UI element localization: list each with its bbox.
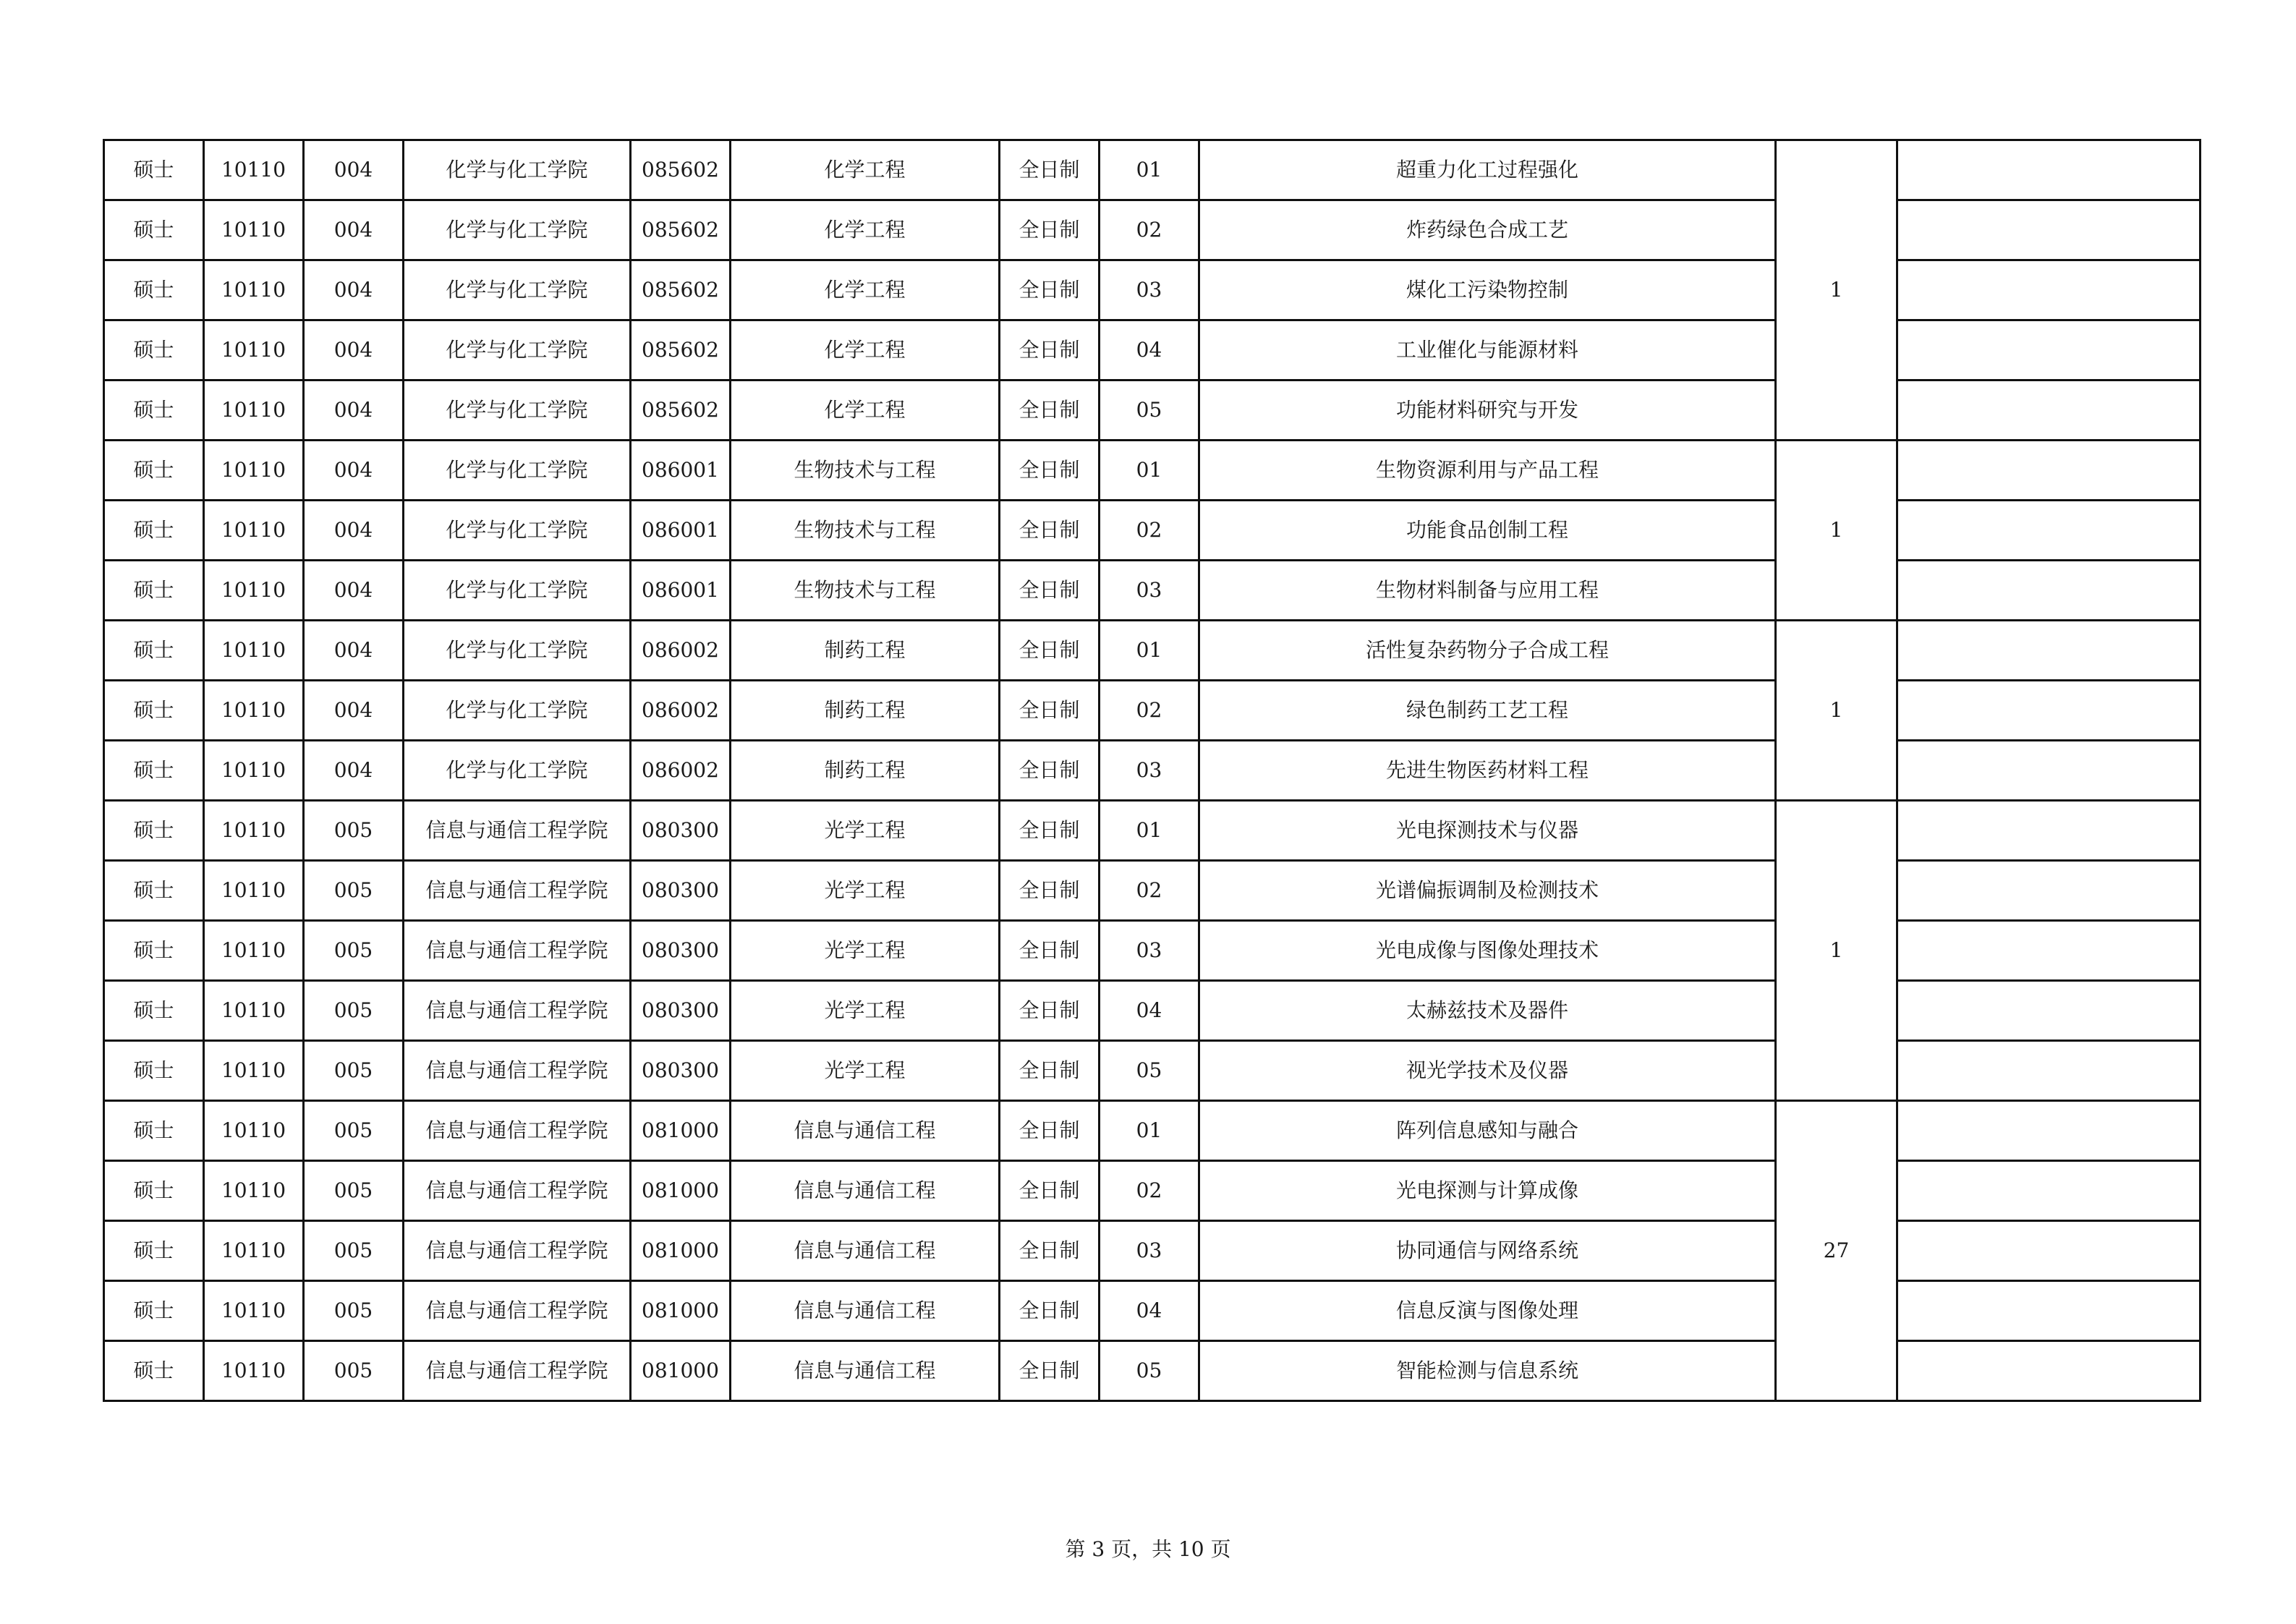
direction-code-cell: 04 — [1100, 320, 1199, 381]
remarks-cell — [1897, 1041, 2201, 1101]
remarks-cell — [1897, 921, 2201, 981]
table-row — [104, 441, 2201, 501]
table-row — [104, 1101, 2201, 1161]
major-code-cell: 085602 — [631, 320, 731, 381]
college-code-cell: 005 — [304, 861, 404, 921]
remarks-cell — [1897, 320, 2201, 381]
major-code-cell: 086002 — [631, 621, 731, 681]
school-code-cell: 10110 — [204, 1221, 304, 1281]
research-direction-cell: 炸药绿色合成工艺 — [1199, 200, 1776, 260]
school-code-cell: 10110 — [204, 1041, 304, 1101]
research-direction-cell: 活性复杂药物分子合成工程 — [1199, 621, 1776, 681]
enrollment-table — [103, 139, 2201, 1402]
college-code-cell: 005 — [304, 1281, 404, 1341]
degree-cell: 硕士 — [104, 861, 204, 921]
degree-cell: 硕士 — [104, 501, 204, 561]
college-name-cell: 信息与通信工程学院 — [404, 1041, 631, 1101]
enrollment-count-cell: 1 — [1776, 621, 1897, 801]
research-direction-cell: 生物材料制备与应用工程 — [1199, 561, 1776, 621]
degree-cell: 硕士 — [104, 381, 204, 441]
research-direction-cell: 视光学技术及仪器 — [1199, 1041, 1776, 1101]
college-name-cell: 化学与化工学院 — [404, 501, 631, 561]
direction-code-cell: 03 — [1100, 741, 1199, 801]
direction-code-cell: 03 — [1100, 260, 1199, 320]
school-code-cell: 10110 — [204, 741, 304, 801]
major-code-cell: 086001 — [631, 501, 731, 561]
research-direction-cell: 先进生物医药材料工程 — [1199, 741, 1776, 801]
college-code-cell: 005 — [304, 981, 404, 1041]
major-code-cell: 080300 — [631, 981, 731, 1041]
remarks-cell — [1897, 801, 2201, 861]
table-row — [104, 140, 2201, 200]
major-name-cell: 生物技术与工程 — [731, 441, 1000, 501]
study-mode-cell: 全日制 — [1000, 140, 1100, 200]
direction-code-cell: 01 — [1100, 801, 1199, 861]
remarks-cell — [1897, 441, 2201, 501]
school-code-cell: 10110 — [204, 1281, 304, 1341]
degree-cell: 硕士 — [104, 921, 204, 981]
direction-code-cell: 05 — [1100, 1041, 1199, 1101]
degree-cell: 硕士 — [104, 1221, 204, 1281]
direction-code-cell: 04 — [1100, 1281, 1199, 1341]
major-name-cell: 化学工程 — [731, 140, 1000, 200]
remarks-cell — [1897, 1341, 2201, 1401]
college-name-cell: 信息与通信工程学院 — [404, 1341, 631, 1401]
study-mode-cell: 全日制 — [1000, 1281, 1100, 1341]
enrollment-count-cell: 1 — [1776, 801, 1897, 1101]
major-code-cell: 085602 — [631, 381, 731, 441]
college-code-cell: 005 — [304, 1101, 404, 1161]
remarks-cell — [1897, 1161, 2201, 1221]
college-code-cell: 004 — [304, 681, 404, 741]
school-code-cell: 10110 — [204, 140, 304, 200]
school-code-cell: 10110 — [204, 1101, 304, 1161]
study-mode-cell: 全日制 — [1000, 981, 1100, 1041]
college-name-cell: 化学与化工学院 — [404, 140, 631, 200]
direction-code-cell: 01 — [1100, 140, 1199, 200]
degree-cell: 硕士 — [104, 441, 204, 501]
major-name-cell: 制药工程 — [731, 621, 1000, 681]
research-direction-cell: 光谱偏振调制及检测技术 — [1199, 861, 1776, 921]
major-code-cell: 081000 — [631, 1341, 731, 1401]
degree-cell: 硕士 — [104, 621, 204, 681]
college-name-cell: 化学与化工学院 — [404, 561, 631, 621]
major-code-cell: 085602 — [631, 140, 731, 200]
major-code-cell: 086002 — [631, 681, 731, 741]
major-code-cell: 086001 — [631, 561, 731, 621]
major-code-cell: 081000 — [631, 1161, 731, 1221]
college-code-cell: 004 — [304, 561, 404, 621]
study-mode-cell: 全日制 — [1000, 1221, 1100, 1281]
remarks-cell — [1897, 981, 2201, 1041]
remarks-cell — [1897, 741, 2201, 801]
direction-code-cell: 03 — [1100, 921, 1199, 981]
major-name-cell: 制药工程 — [731, 681, 1000, 741]
study-mode-cell: 全日制 — [1000, 381, 1100, 441]
college-code-cell: 004 — [304, 320, 404, 381]
college-code-cell: 005 — [304, 1341, 404, 1401]
college-code-cell: 005 — [304, 1161, 404, 1221]
college-name-cell: 化学与化工学院 — [404, 320, 631, 381]
major-name-cell: 信息与通信工程 — [731, 1221, 1000, 1281]
degree-cell: 硕士 — [104, 260, 204, 320]
study-mode-cell: 全日制 — [1000, 1101, 1100, 1161]
major-name-cell: 信息与通信工程 — [731, 1341, 1000, 1401]
degree-cell: 硕士 — [104, 681, 204, 741]
college-name-cell: 信息与通信工程学院 — [404, 1221, 631, 1281]
school-code-cell: 10110 — [204, 921, 304, 981]
school-code-cell: 10110 — [204, 1341, 304, 1401]
major-code-cell: 081000 — [631, 1281, 731, 1341]
major-name-cell: 化学工程 — [731, 320, 1000, 381]
major-name-cell: 光学工程 — [731, 861, 1000, 921]
remarks-cell — [1897, 621, 2201, 681]
major-name-cell: 化学工程 — [731, 381, 1000, 441]
remarks-cell — [1897, 381, 2201, 441]
study-mode-cell: 全日制 — [1000, 921, 1100, 981]
table-body — [104, 140, 2201, 1401]
degree-cell: 硕士 — [104, 981, 204, 1041]
remarks-cell — [1897, 140, 2201, 200]
research-direction-cell: 功能食品创制工程 — [1199, 501, 1776, 561]
study-mode-cell: 全日制 — [1000, 441, 1100, 501]
research-direction-cell: 智能检测与信息系统 — [1199, 1341, 1776, 1401]
study-mode-cell: 全日制 — [1000, 1161, 1100, 1221]
major-code-cell: 086001 — [631, 441, 731, 501]
school-code-cell: 10110 — [204, 320, 304, 381]
research-direction-cell: 煤化工污染物控制 — [1199, 260, 1776, 320]
degree-cell: 硕士 — [104, 561, 204, 621]
enrollment-count-cell: 27 — [1776, 1101, 1897, 1401]
college-name-cell: 信息与通信工程学院 — [404, 861, 631, 921]
degree-cell: 硕士 — [104, 200, 204, 260]
remarks-cell — [1897, 1281, 2201, 1341]
college-name-cell: 信息与通信工程学院 — [404, 1281, 631, 1341]
major-name-cell: 光学工程 — [731, 801, 1000, 861]
college-code-cell: 004 — [304, 381, 404, 441]
study-mode-cell: 全日制 — [1000, 260, 1100, 320]
major-code-cell: 081000 — [631, 1101, 731, 1161]
degree-cell: 硕士 — [104, 1041, 204, 1101]
college-name-cell: 化学与化工学院 — [404, 200, 631, 260]
college-name-cell: 化学与化工学院 — [404, 621, 631, 681]
college-name-cell: 化学与化工学院 — [404, 381, 631, 441]
degree-cell: 硕士 — [104, 1281, 204, 1341]
research-direction-cell: 阵列信息感知与融合 — [1199, 1101, 1776, 1161]
direction-code-cell: 03 — [1100, 561, 1199, 621]
research-direction-cell: 生物资源利用与产品工程 — [1199, 441, 1776, 501]
remarks-cell — [1897, 681, 2201, 741]
study-mode-cell: 全日制 — [1000, 501, 1100, 561]
school-code-cell: 10110 — [204, 981, 304, 1041]
remarks-cell — [1897, 501, 2201, 561]
college-code-cell: 005 — [304, 801, 404, 861]
college-name-cell: 化学与化工学院 — [404, 741, 631, 801]
research-direction-cell: 信息反演与图像处理 — [1199, 1281, 1776, 1341]
school-code-cell: 10110 — [204, 381, 304, 441]
college-code-cell: 004 — [304, 441, 404, 501]
direction-code-cell: 02 — [1100, 861, 1199, 921]
direction-code-cell: 04 — [1100, 981, 1199, 1041]
direction-code-cell: 03 — [1100, 1221, 1199, 1281]
school-code-cell: 10110 — [204, 801, 304, 861]
research-direction-cell: 超重力化工过程强化 — [1199, 140, 1776, 200]
degree-cell: 硕士 — [104, 741, 204, 801]
college-code-cell: 005 — [304, 1041, 404, 1101]
major-code-cell: 080300 — [631, 921, 731, 981]
major-name-cell: 生物技术与工程 — [731, 501, 1000, 561]
college-code-cell: 004 — [304, 501, 404, 561]
college-code-cell: 004 — [304, 621, 404, 681]
research-direction-cell: 工业催化与能源材料 — [1199, 320, 1776, 381]
college-name-cell: 信息与通信工程学院 — [404, 981, 631, 1041]
major-name-cell: 光学工程 — [731, 981, 1000, 1041]
major-name-cell: 光学工程 — [731, 921, 1000, 981]
major-code-cell: 085602 — [631, 200, 731, 260]
school-code-cell: 10110 — [204, 441, 304, 501]
study-mode-cell: 全日制 — [1000, 200, 1100, 260]
major-name-cell: 生物技术与工程 — [731, 561, 1000, 621]
page-footer: 第 3 页，共 10 页 — [1065, 1537, 1231, 1561]
direction-code-cell: 02 — [1100, 200, 1199, 260]
remarks-cell — [1897, 861, 2201, 921]
enrollment-count-cell: 1 — [1776, 140, 1897, 441]
college-code-cell: 004 — [304, 260, 404, 320]
major-name-cell: 制药工程 — [731, 741, 1000, 801]
major-code-cell: 086002 — [631, 741, 731, 801]
college-name-cell: 化学与化工学院 — [404, 681, 631, 741]
school-code-cell: 10110 — [204, 681, 304, 741]
major-name-cell: 化学工程 — [731, 260, 1000, 320]
major-code-cell: 080300 — [631, 861, 731, 921]
major-name-cell: 信息与通信工程 — [731, 1161, 1000, 1221]
enrollment-count-cell: 1 — [1776, 441, 1897, 621]
direction-code-cell: 05 — [1100, 1341, 1199, 1401]
remarks-cell — [1897, 561, 2201, 621]
major-name-cell: 信息与通信工程 — [731, 1281, 1000, 1341]
research-direction-cell: 光电探测技术与仪器 — [1199, 801, 1776, 861]
study-mode-cell: 全日制 — [1000, 561, 1100, 621]
study-mode-cell: 全日制 — [1000, 1041, 1100, 1101]
study-mode-cell: 全日制 — [1000, 861, 1100, 921]
degree-cell: 硕士 — [104, 1101, 204, 1161]
study-mode-cell: 全日制 — [1000, 320, 1100, 381]
study-mode-cell: 全日制 — [1000, 681, 1100, 741]
college-name-cell: 信息与通信工程学院 — [404, 1101, 631, 1161]
college-code-cell: 005 — [304, 1221, 404, 1281]
college-name-cell: 化学与化工学院 — [404, 260, 631, 320]
school-code-cell: 10110 — [204, 1161, 304, 1221]
remarks-cell — [1897, 1221, 2201, 1281]
degree-cell: 硕士 — [104, 140, 204, 200]
school-code-cell: 10110 — [204, 561, 304, 621]
degree-cell: 硕士 — [104, 1161, 204, 1221]
major-code-cell: 080300 — [631, 1041, 731, 1101]
major-code-cell: 085602 — [631, 260, 731, 320]
college-code-cell: 005 — [304, 921, 404, 981]
research-direction-cell: 光电成像与图像处理技术 — [1199, 921, 1776, 981]
major-name-cell: 信息与通信工程 — [731, 1101, 1000, 1161]
college-name-cell: 信息与通信工程学院 — [404, 921, 631, 981]
study-mode-cell: 全日制 — [1000, 621, 1100, 681]
college-name-cell: 信息与通信工程学院 — [404, 801, 631, 861]
direction-code-cell: 01 — [1100, 1101, 1199, 1161]
major-name-cell: 化学工程 — [731, 200, 1000, 260]
research-direction-cell: 功能材料研究与开发 — [1199, 381, 1776, 441]
degree-cell: 硕士 — [104, 801, 204, 861]
table-row — [104, 621, 2201, 681]
direction-code-cell: 02 — [1100, 681, 1199, 741]
study-mode-cell: 全日制 — [1000, 1341, 1100, 1401]
college-name-cell: 信息与通信工程学院 — [404, 1161, 631, 1221]
research-direction-cell: 协同通信与网络系统 — [1199, 1221, 1776, 1281]
direction-code-cell: 01 — [1100, 441, 1199, 501]
table-row — [104, 801, 2201, 861]
major-name-cell: 光学工程 — [731, 1041, 1000, 1101]
remarks-cell — [1897, 1101, 2201, 1161]
school-code-cell: 10110 — [204, 200, 304, 260]
major-code-cell: 080300 — [631, 801, 731, 861]
degree-cell: 硕士 — [104, 320, 204, 381]
study-mode-cell: 全日制 — [1000, 801, 1100, 861]
college-name-cell: 化学与化工学院 — [404, 441, 631, 501]
school-code-cell: 10110 — [204, 260, 304, 320]
direction-code-cell: 01 — [1100, 621, 1199, 681]
school-code-cell: 10110 — [204, 621, 304, 681]
college-code-cell: 004 — [304, 741, 404, 801]
college-code-cell: 004 — [304, 200, 404, 260]
school-code-cell: 10110 — [204, 861, 304, 921]
direction-code-cell: 02 — [1100, 1161, 1199, 1221]
school-code-cell: 10110 — [204, 501, 304, 561]
research-direction-cell: 绿色制药工艺工程 — [1199, 681, 1776, 741]
degree-cell: 硕士 — [104, 1341, 204, 1401]
direction-code-cell: 02 — [1100, 501, 1199, 561]
remarks-cell — [1897, 200, 2201, 260]
college-code-cell: 004 — [304, 140, 404, 200]
research-direction-cell: 太赫兹技术及器件 — [1199, 981, 1776, 1041]
major-code-cell: 081000 — [631, 1221, 731, 1281]
study-mode-cell: 全日制 — [1000, 741, 1100, 801]
research-direction-cell: 光电探测与计算成像 — [1199, 1161, 1776, 1221]
direction-code-cell: 05 — [1100, 381, 1199, 441]
remarks-cell — [1897, 260, 2201, 320]
